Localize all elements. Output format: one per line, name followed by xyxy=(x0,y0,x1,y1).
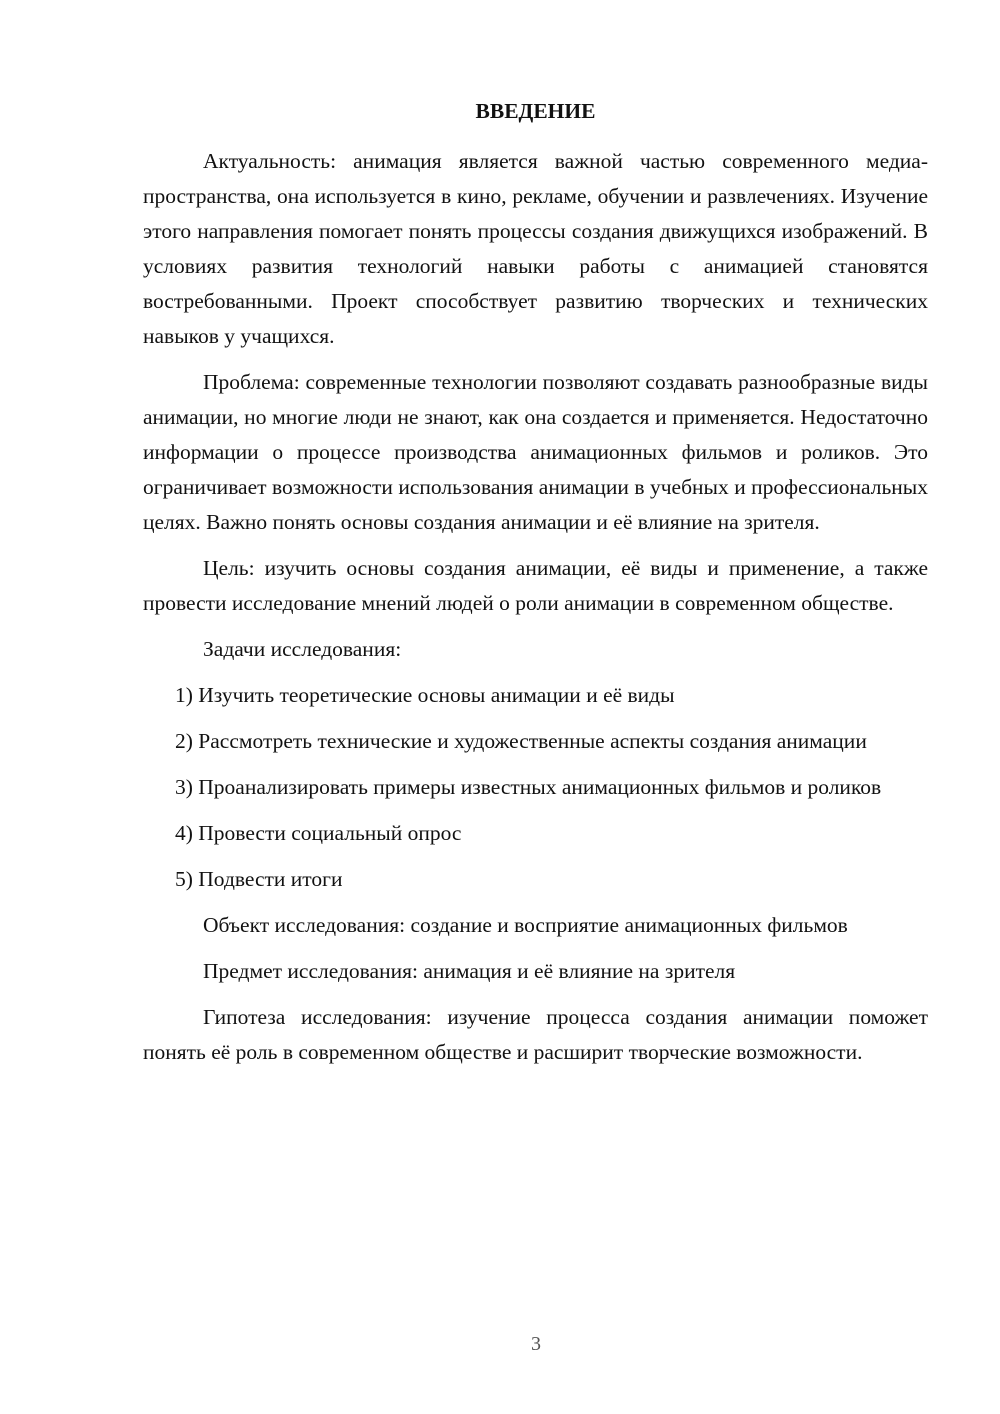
paragraph-hypothesis: Гипотеза исследования: изучение процесса создания анимации поможет понять её роль в современном обществе и расширит творческие возможности. xyxy=(143,1005,928,1064)
paragraph-subject: Предмет исследования: анимация и её влияние на зрителя xyxy=(203,959,736,983)
paragraph-problem: Проблема: современные технологии позволяют создавать разнообразные виды анимации, но многие люди не знают, как она создается и применяется. Недостаточно информации о процессе производства анимационных фильмов и роликов. Это ограничивает возможности использования анимации в учебных и профессиональных целях. Важно понять основы создания анимации и её влияние на зрителя. xyxy=(143,370,928,534)
task-item: 5) Подвести итоги xyxy=(175,867,343,891)
task-item: 3) Проанализировать примеры известных анимационных фильмов и роликов xyxy=(175,775,882,799)
page-number: 3 xyxy=(531,1333,541,1355)
paragraph-object: Объект исследования: создание и восприятие анимационных фильмов xyxy=(203,913,848,937)
task-item: 1) Изучить теоретические основы анимации и её виды xyxy=(175,683,675,707)
task-item: 2) Рассмотреть технические и художественные аспекты создания анимации xyxy=(175,729,867,753)
task-list xyxy=(143,678,928,897)
task-item: 4) Провести социальный опрос xyxy=(175,821,462,845)
paragraph-goal: Цель: изучить основы создания анимации, её виды и применение, а также провести исследование мнений людей о роли анимации в современном обществе. xyxy=(143,556,928,615)
page-title: ВВЕДЕНИЕ xyxy=(475,99,596,123)
paragraph-relevance: Актуальность: анимация является важной частью современного медиа-пространства, она используется в кино, рекламе, обучении и развлечениях. Изучение этого направления помогает понять процессы создания движущихся изображений. В условиях развития технологий навыки работы с анимацией становятся востребованными. Проект способствует развитию творческих и технических навыков у учащихся. xyxy=(143,149,928,348)
document-page xyxy=(143,96,928,1081)
tasks-heading: Задачи исследования: xyxy=(203,637,402,661)
